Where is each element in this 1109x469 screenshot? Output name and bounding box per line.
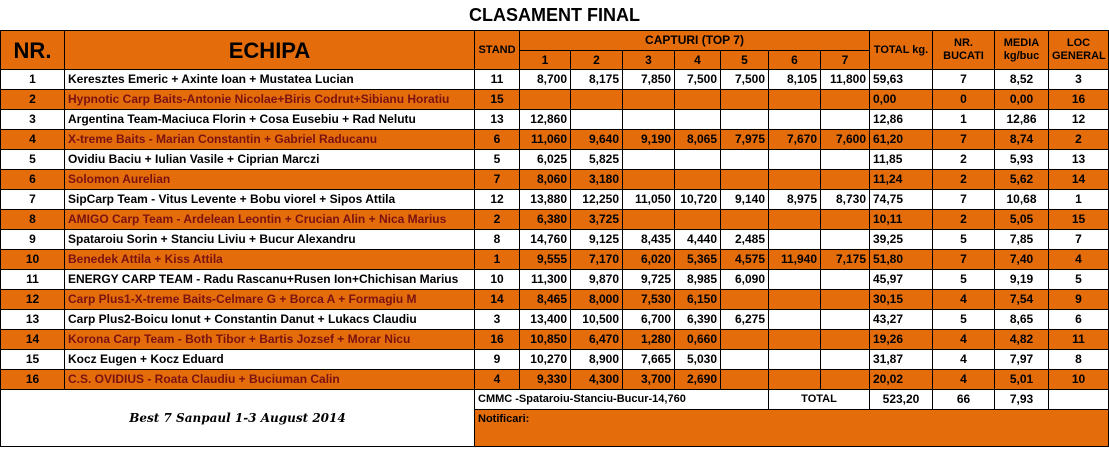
row-media: 8,52 [995,70,1049,90]
header-capture-7: 7 [821,50,870,70]
row-capture-1: 10,850 [520,330,571,350]
row-capture-3: 7,665 [623,350,675,370]
row-bucati: 5 [933,230,995,250]
row-bucati: 4 [933,330,995,350]
header-bucati: NR. BUCATI [933,31,995,70]
row-total: 19,26 [870,330,933,350]
row-total: 11,85 [870,150,933,170]
row-stand: 3 [475,310,520,330]
row-stand: 15 [475,90,520,110]
row-media: 12,86 [995,110,1049,130]
row-capture-4: 8,985 [675,270,721,290]
row-capture-5: 6,090 [721,270,769,290]
row-capture-3: 9,190 [623,130,675,150]
table-row [1,210,1109,230]
row-loc: 16 [1049,90,1109,110]
total-kg: 523,20 [870,390,933,410]
row-total: 10,11 [870,210,933,230]
row-capture-7 [821,170,870,190]
row-team: Keresztes Emeric + Axinte Ioan + Mustatea Lucian [65,70,475,90]
row-capture-2: 8,175 [571,70,623,90]
row-capture-6 [769,170,821,190]
row-nr: 10 [1,250,65,270]
table-row [1,290,1109,310]
total-loc-empty [1049,390,1109,410]
row-loc: 13 [1049,150,1109,170]
row-capture-2: 9,640 [571,130,623,150]
row-capture-1: 12,860 [520,110,571,130]
row-capture-3: 11,050 [623,190,675,210]
row-bucati: 2 [933,210,995,230]
row-capture-1: 10,270 [520,350,571,370]
row-capture-6 [769,350,821,370]
row-capture-3: 1,280 [623,330,675,350]
row-capture-5 [721,170,769,190]
row-capture-5 [721,330,769,350]
row-capture-3 [623,90,675,110]
row-capture-7 [821,110,870,130]
row-media: 4,82 [995,330,1049,350]
row-total: 61,20 [870,130,933,150]
row-loc: 11 [1049,330,1109,350]
row-team: Benedek Attila + Kiss Attila [65,250,475,270]
row-team: Solomon Aurelian [65,170,475,190]
row-capture-2: 5,825 [571,150,623,170]
row-bucati: 0 [933,90,995,110]
row-capture-3 [623,150,675,170]
row-stand: 10 [475,270,520,290]
row-capture-5 [721,210,769,230]
row-media: 7,40 [995,250,1049,270]
row-total: 39,25 [870,230,933,250]
row-capture-4: 5,030 [675,350,721,370]
row-capture-1: 8,700 [520,70,571,90]
table-row [1,330,1109,350]
row-stand: 13 [475,110,520,130]
row-loc: 10 [1049,370,1109,390]
row-bucati: 2 [933,170,995,190]
row-capture-2: 3,180 [571,170,623,190]
row-capture-2 [571,90,623,110]
row-capture-4: 10,720 [675,190,721,210]
row-total: 51,80 [870,250,933,270]
notificari-panel [475,410,1109,447]
row-capture-4 [675,90,721,110]
row-nr: 6 [1,170,65,190]
header-nr: NR. [1,31,65,70]
row-media: 5,05 [995,210,1049,230]
row-capture-6: 8,105 [769,70,821,90]
row-capture-2: 9,125 [571,230,623,250]
row-capture-1: 14,760 [520,230,571,250]
row-capture-5 [721,370,769,390]
row-loc: 12 [1049,110,1109,130]
row-team: AMIGO Carp Team - Ardelean Leontin + Crucian Alin + Nica Marius [65,210,475,230]
row-capture-5: 4,575 [721,250,769,270]
row-nr: 14 [1,330,65,350]
page-title: CLASAMENT FINAL [1,0,1109,31]
header-echipa: ECHIPA [65,31,475,70]
row-capture-3 [623,210,675,230]
row-capture-4 [675,170,721,190]
row-capture-7 [821,270,870,290]
table-row [1,350,1109,370]
row-bucati: 4 [933,350,995,370]
row-capture-1: 9,555 [520,250,571,270]
row-capture-2: 7,170 [571,250,623,270]
row-team: SipCarp Team - Vitus Levente + Bobu viorel + Sipos Attila [65,190,475,210]
row-capture-7 [821,350,870,370]
row-capture-2: 3,725 [571,210,623,230]
row-capture-5 [721,290,769,310]
header-capture-2: 2 [571,50,623,70]
row-team: Argentina Team-Maciuca Florin + Cosa Eusebiu + Rad Nelutu [65,110,475,130]
row-nr: 8 [1,210,65,230]
row-capture-5 [721,150,769,170]
row-capture-6 [769,110,821,130]
row-capture-1: 8,060 [520,170,571,190]
row-bucati: 1 [933,110,995,130]
row-capture-1: 13,400 [520,310,571,330]
row-capture-2: 10,500 [571,310,623,330]
header-capture-3: 3 [623,50,675,70]
row-capture-6 [769,290,821,310]
table-row [1,70,1109,90]
row-capture-1: 6,025 [520,150,571,170]
table-row [1,230,1109,250]
row-team: Kocz Eugen + Kocz Eduard [65,350,475,370]
row-media: 5,93 [995,150,1049,170]
row-capture-3 [623,110,675,130]
row-nr: 9 [1,230,65,250]
row-capture-4 [675,150,721,170]
header-media: MEDIA kg/buc [995,31,1049,70]
row-capture-2: 9,870 [571,270,623,290]
row-capture-7: 8,730 [821,190,870,210]
row-loc: 3 [1049,70,1109,90]
row-media: 8,65 [995,310,1049,330]
table-row [1,110,1109,130]
row-stand: 14 [475,290,520,310]
row-total: 20,02 [870,370,933,390]
row-capture-6 [769,90,821,110]
row-capture-4 [675,110,721,130]
header-capture-4: 4 [675,50,721,70]
row-capture-2: 12,250 [571,190,623,210]
table-row [1,310,1109,330]
row-nr: 5 [1,150,65,170]
row-capture-1 [520,90,571,110]
row-capture-7 [821,290,870,310]
row-capture-1: 9,330 [520,370,571,390]
table-row [1,130,1109,150]
row-capture-4 [675,210,721,230]
row-stand: 7 [475,170,520,190]
row-media: 5,62 [995,170,1049,190]
row-nr: 11 [1,270,65,290]
row-capture-7 [821,150,870,170]
row-capture-5 [721,110,769,130]
row-capture-3 [623,170,675,190]
row-capture-6 [769,230,821,250]
row-capture-2: 6,470 [571,330,623,350]
row-capture-3: 6,020 [623,250,675,270]
row-capture-5 [721,90,769,110]
row-media: 7,85 [995,230,1049,250]
row-capture-1: 11,060 [520,130,571,150]
header-capture-6: 6 [769,50,821,70]
row-loc: 1 [1049,190,1109,210]
row-team: Spataroiu Sorin + Stanciu Liviu + Bucur Alexandru [65,230,475,250]
row-total: 11,24 [870,170,933,190]
row-capture-3: 3,700 [623,370,675,390]
row-total: 30,15 [870,290,933,310]
row-bucati: 7 [933,190,995,210]
row-bucati: 4 [933,290,995,310]
table-row [1,370,1109,390]
row-loc: 6 [1049,310,1109,330]
row-capture-4: 7,500 [675,70,721,90]
row-capture-5 [721,350,769,370]
row-bucati: 7 [933,250,995,270]
row-capture-3: 9,725 [623,270,675,290]
row-capture-7 [821,370,870,390]
row-bucati: 5 [933,270,995,290]
row-capture-5: 6,275 [721,310,769,330]
header-loc: LOC GENERAL [1049,31,1109,70]
table-row [1,190,1109,210]
header-total: TOTAL kg. [870,31,933,70]
row-nr: 4 [1,130,65,150]
total-bucati: 66 [933,390,995,410]
row-stand: 6 [475,130,520,150]
row-capture-2 [571,110,623,130]
header-capturi: CAPTURI (TOP 7) [520,31,870,51]
total-media: 7,93 [995,390,1049,410]
row-stand: 16 [475,330,520,350]
row-capture-6 [769,370,821,390]
notificari-label: Notificari: [478,413,530,425]
row-stand: 11 [475,70,520,90]
row-team: Korona Carp Team - Both Tibor + Bartis Jozsef + Morar Nicu [65,330,475,350]
row-loc: 14 [1049,170,1109,190]
row-capture-3: 7,530 [623,290,675,310]
row-capture-5: 7,975 [721,130,769,150]
row-capture-5: 7,500 [721,70,769,90]
row-nr: 3 [1,110,65,130]
row-media: 7,54 [995,290,1049,310]
row-team: X-treme Baits - Marian Constantin + Gabriel Raducanu [65,130,475,150]
row-media: 5,01 [995,370,1049,390]
row-total: 12,86 [870,110,933,130]
row-capture-7 [821,210,870,230]
row-capture-7: 7,175 [821,250,870,270]
row-stand: 4 [475,370,520,390]
table-row [1,150,1109,170]
row-capture-5: 9,140 [721,190,769,210]
row-capture-7 [821,90,870,110]
row-loc: 7 [1049,230,1109,250]
row-nr: 12 [1,290,65,310]
row-stand: 5 [475,150,520,170]
cmmc-label: CMMC -Spataroiu-Stanciu-Bucur-14,760 [475,390,769,410]
row-capture-6: 7,670 [769,130,821,150]
row-nr: 7 [1,190,65,210]
row-bucati: 7 [933,70,995,90]
row-stand: 1 [475,250,520,270]
row-nr: 1 [1,70,65,90]
row-capture-3: 7,850 [623,70,675,90]
row-capture-4: 4,440 [675,230,721,250]
row-loc: 15 [1049,210,1109,230]
row-loc: 2 [1049,130,1109,150]
row-capture-6: 8,975 [769,190,821,210]
row-total: 45,97 [870,270,933,290]
row-capture-3: 8,435 [623,230,675,250]
row-total: 0,00 [870,90,933,110]
row-media: 10,68 [995,190,1049,210]
row-total: 31,87 [870,350,933,370]
row-capture-6 [769,310,821,330]
table-row [1,250,1109,270]
row-capture-6 [769,150,821,170]
row-capture-6 [769,210,821,230]
row-team: Carp Plus2-Boicu Ionut + Constantin Danut + Lukacs Claudiu [65,310,475,330]
row-team: Ovidiu Baciu + Iulian Vasile + Ciprian Marczi [65,150,475,170]
row-bucati: 4 [933,370,995,390]
row-capture-7 [821,230,870,250]
row-nr: 13 [1,310,65,330]
row-bucati: 5 [933,310,995,330]
row-capture-4: 0,660 [675,330,721,350]
row-team: Carp Plus1-X-treme Baits-Celmare G + Borca A + Formagiu M [65,290,475,310]
row-media: 9,19 [995,270,1049,290]
row-capture-2: 4,300 [571,370,623,390]
table-row [1,170,1109,190]
row-loc: 8 [1049,350,1109,370]
row-capture-2: 8,900 [571,350,623,370]
row-capture-4: 2,690 [675,370,721,390]
row-capture-7: 11,800 [821,70,870,90]
row-capture-2: 8,000 [571,290,623,310]
header-stand: STAND [475,31,520,70]
row-capture-6 [769,270,821,290]
row-capture-7: 7,600 [821,130,870,150]
row-loc: 9 [1049,290,1109,310]
row-capture-4: 6,150 [675,290,721,310]
row-capture-6: 11,940 [769,250,821,270]
row-capture-6 [769,330,821,350]
event-title: Best 7 Sanpaul 1-3 August 2014 [1,390,475,447]
row-capture-1: 8,465 [520,290,571,310]
row-total: 59,63 [870,70,933,90]
row-team: Hypnotic Carp Baits-Antonie Nicolae+Biris Codrut+Sibianu Horatiu [65,90,475,110]
row-stand: 12 [475,190,520,210]
row-stand: 8 [475,230,520,250]
row-total: 43,27 [870,310,933,330]
row-media: 8,74 [995,130,1049,150]
row-total: 74,75 [870,190,933,210]
row-capture-4: 8,065 [675,130,721,150]
total-label: TOTAL [769,390,870,410]
row-capture-1: 6,380 [520,210,571,230]
row-capture-3: 6,700 [623,310,675,330]
row-nr: 15 [1,350,65,370]
table-row [1,90,1109,110]
row-media: 0,00 [995,90,1049,110]
row-media: 7,97 [995,350,1049,370]
row-capture-4: 5,365 [675,250,721,270]
row-capture-7 [821,330,870,350]
row-stand: 9 [475,350,520,370]
row-capture-4: 6,390 [675,310,721,330]
row-team: C.S. OVIDIUS - Roata Claudiu + Buciuman Calin [65,370,475,390]
row-nr: 2 [1,90,65,110]
row-nr: 16 [1,370,65,390]
row-loc: 5 [1049,270,1109,290]
row-loc: 4 [1049,250,1109,270]
row-capture-7 [821,310,870,330]
header-capture-5: 5 [721,50,769,70]
row-stand: 2 [475,210,520,230]
row-bucati: 7 [933,130,995,150]
row-bucati: 2 [933,150,995,170]
header-capture-1: 1 [520,50,571,70]
row-capture-1: 13,880 [520,190,571,210]
table-row [1,270,1109,290]
row-capture-1: 11,300 [520,270,571,290]
row-capture-5: 2,485 [721,230,769,250]
row-team: ENERGY CARP TEAM - Radu Rascanu+Rusen Ion+Chichisan Marius [65,270,475,290]
